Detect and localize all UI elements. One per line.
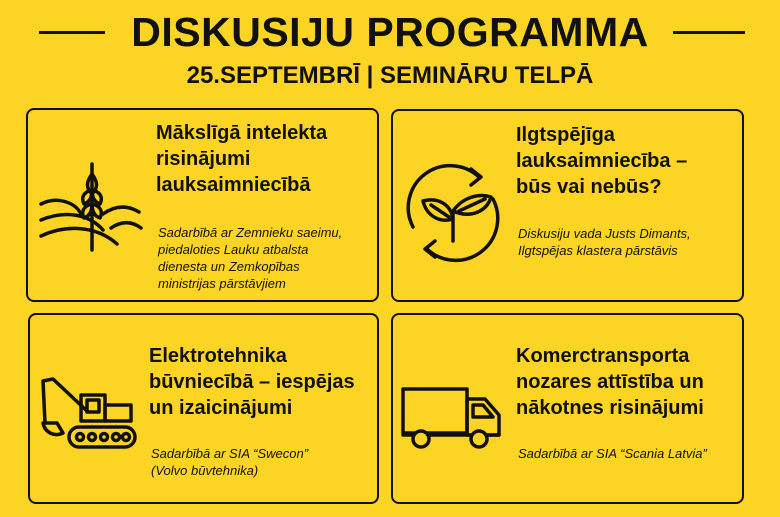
session-title: Ilgtspējīga lauksaimniecība – būs vai nebūs? [516, 124, 688, 198]
session-description: Diskusiju vada Justs Dimants, Ilgtspējas klastera pārstāvis [518, 226, 691, 258]
session-card-ai [26, 108, 379, 302]
session-card-commercial-transport [391, 313, 744, 504]
session-card-electrotechnics [28, 313, 379, 504]
page-title: DISKUSIJU PROGRAMMA [131, 9, 649, 55]
session-description: Sadarbībā ar SIA “Swecon” (Volvo būvtehnika) [151, 446, 309, 478]
wheat-field-icon [37, 154, 143, 254]
session-card-sustainability [391, 109, 744, 302]
session-description: Sadarbībā ar Zemnieku saeimu, piedaloties Lauku atbalsta dienesta un Zemkopības ministrijas pārstāvjiem [158, 225, 343, 291]
session-title: Elektrotehnika būvniecībā – iespējas un izaicinājumi [149, 345, 355, 419]
session-description: Sadarbībā ar SIA “Scania Latvia” [518, 446, 707, 461]
page-subtitle: 25.SEPTEMBRĪ | SEMINĀRU TELPĀ [186, 62, 594, 89]
title-rule-right [673, 31, 745, 34]
truck-icon [399, 385, 503, 451]
excavator-icon [37, 375, 139, 451]
session-title: Mākslīgā intelekta risinājumi lauksaimniecībā [156, 122, 328, 196]
title-rule-left [39, 31, 105, 34]
recycle-leaves-icon [401, 161, 505, 265]
session-title: Komerctransporta nozares attīstība un nākotnes risinājumi [516, 345, 704, 419]
